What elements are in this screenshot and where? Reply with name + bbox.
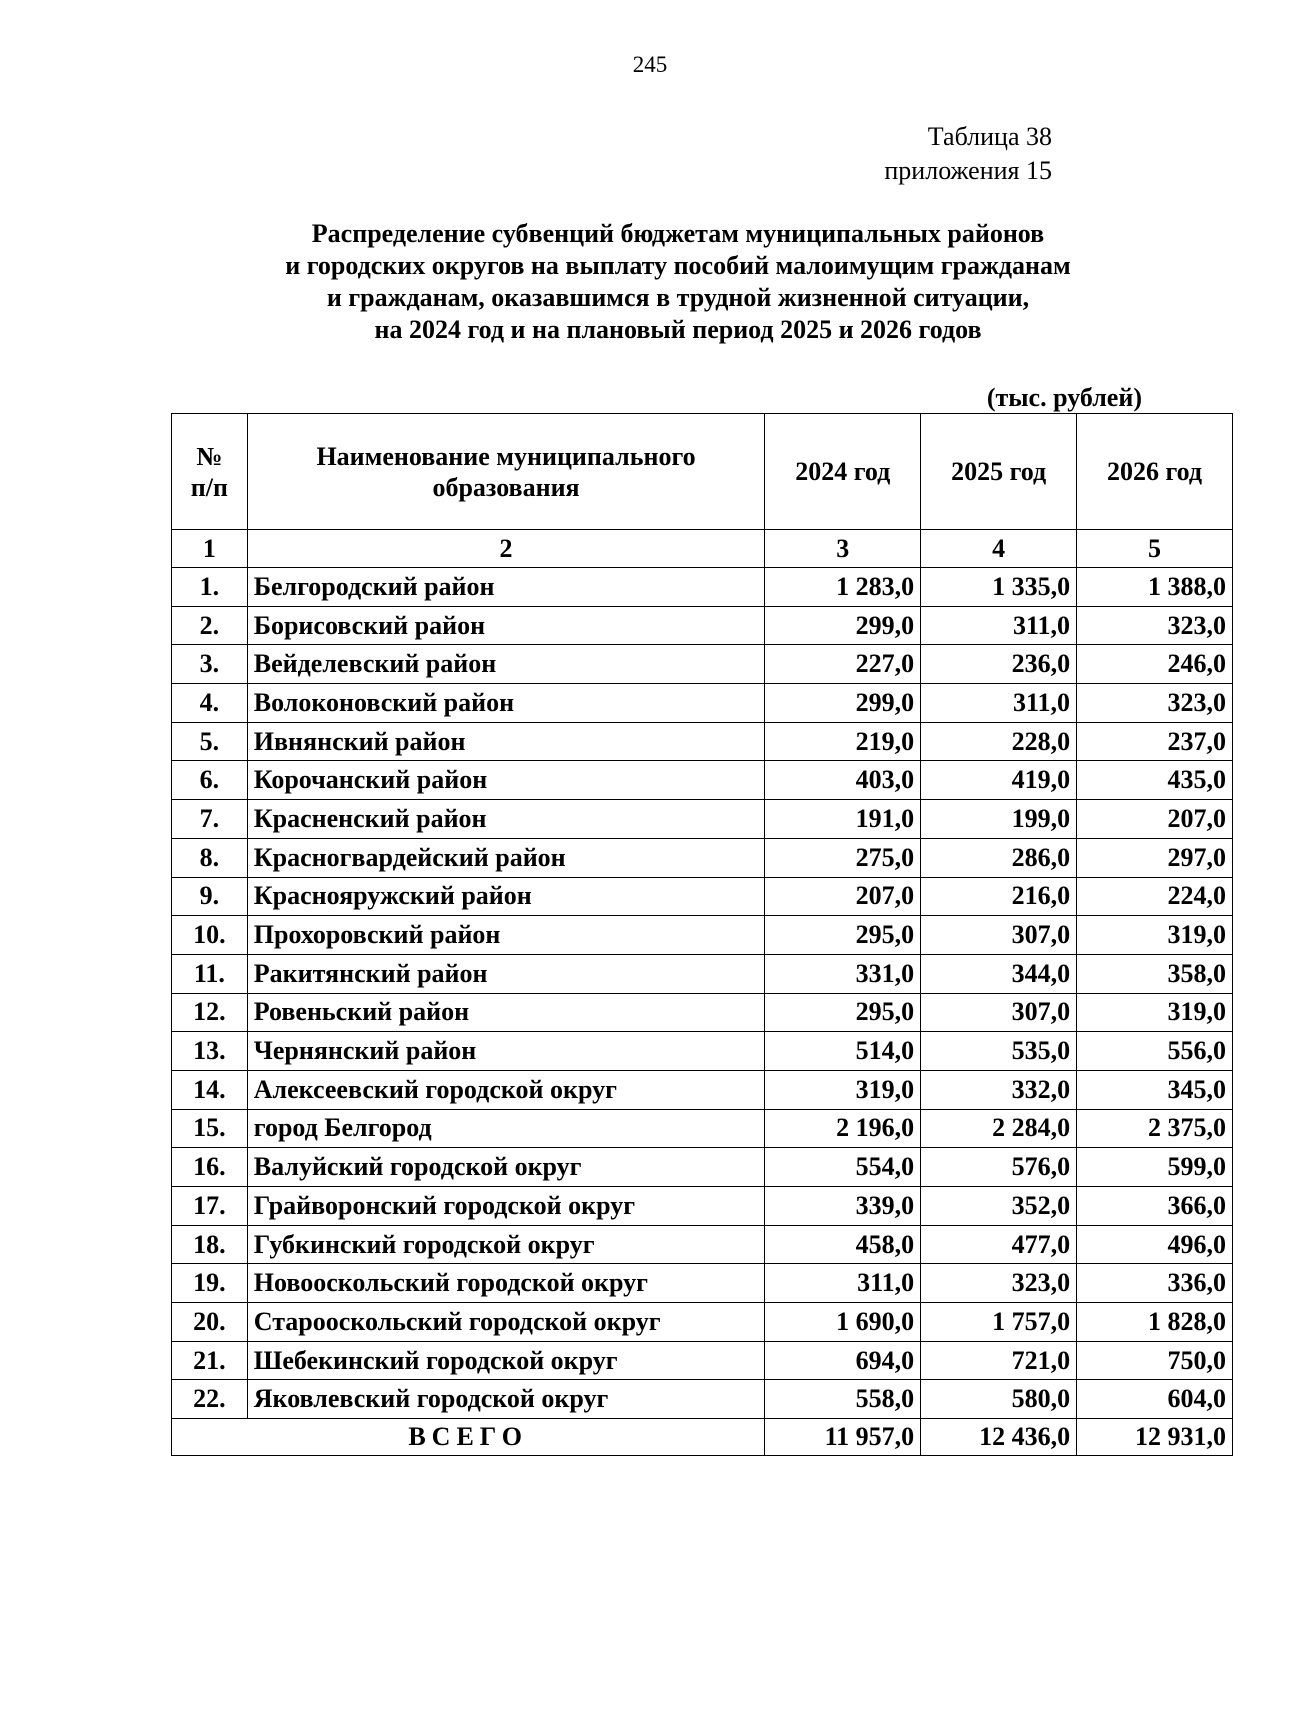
municipality-name: Белгородский район bbox=[247, 568, 765, 607]
value-2024: 311,0 bbox=[765, 1264, 921, 1303]
value-2025: 580,0 bbox=[921, 1380, 1077, 1419]
row-number: 13. bbox=[172, 1032, 248, 1071]
table-row bbox=[172, 1380, 1233, 1419]
value-2025: 311,0 bbox=[921, 684, 1077, 723]
row-number: 1. bbox=[172, 568, 248, 607]
row-number: 19. bbox=[172, 1264, 248, 1303]
value-2026: 323,0 bbox=[1077, 606, 1233, 645]
row-number: 22. bbox=[172, 1380, 248, 1419]
municipality-name: Новооскольский городской округ bbox=[247, 1264, 765, 1303]
row-number: 8. bbox=[172, 838, 248, 877]
municipality-name: Корочанский район bbox=[247, 761, 765, 800]
municipality-name: Яковлевский городской округ bbox=[247, 1380, 765, 1419]
header-number bbox=[172, 414, 248, 530]
header-number-abbr: п/п bbox=[190, 472, 228, 502]
value-2025: 2 284,0 bbox=[921, 1109, 1077, 1148]
column-number: 5 bbox=[1077, 530, 1233, 568]
municipality-name: Старооскольский городской округ bbox=[247, 1303, 765, 1342]
value-2025: 332,0 bbox=[921, 1070, 1077, 1109]
document-title bbox=[168, 218, 1188, 346]
table-row bbox=[172, 954, 1233, 993]
value-2026: 556,0 bbox=[1077, 1032, 1233, 1071]
municipality-name: Краснояружский район bbox=[247, 877, 765, 916]
municipality-name: Красненский район bbox=[247, 800, 765, 839]
municipality-name: Шебекинский городской округ bbox=[247, 1341, 765, 1380]
table-reference-line: приложения 15 bbox=[884, 156, 1052, 185]
table-row bbox=[172, 1264, 1233, 1303]
total-row bbox=[172, 1419, 1233, 1456]
value-2025: 286,0 bbox=[921, 838, 1077, 877]
table-row bbox=[172, 1148, 1233, 1187]
value-2026: 237,0 bbox=[1077, 722, 1233, 761]
value-2024: 514,0 bbox=[765, 1032, 921, 1071]
table-row bbox=[172, 1303, 1233, 1342]
page-number: 245 bbox=[632, 52, 668, 77]
municipality-name: Прохоровский район bbox=[247, 916, 765, 955]
value-2025: 216,0 bbox=[921, 877, 1077, 916]
value-2025: 228,0 bbox=[921, 722, 1077, 761]
municipality-name: город Белгород bbox=[247, 1109, 765, 1148]
municipality-name: Ровеньский район bbox=[247, 993, 765, 1032]
municipality-name: Красногвардейский район bbox=[247, 838, 765, 877]
table-row bbox=[172, 1109, 1233, 1148]
column-number: 1 bbox=[172, 530, 248, 568]
total-2024: 11 957,0 bbox=[765, 1419, 921, 1456]
value-2024: 295,0 bbox=[765, 993, 921, 1032]
municipality-name: Алексеевский городской округ bbox=[247, 1070, 765, 1109]
value-2024: 219,0 bbox=[765, 722, 921, 761]
value-2024: 339,0 bbox=[765, 1187, 921, 1226]
table-row bbox=[172, 606, 1233, 645]
value-2024: 319,0 bbox=[765, 1070, 921, 1109]
value-2024: 207,0 bbox=[765, 877, 921, 916]
value-2025: 1 757,0 bbox=[921, 1303, 1077, 1342]
table-row bbox=[172, 877, 1233, 916]
value-2025: 721,0 bbox=[921, 1341, 1077, 1380]
value-2025: 576,0 bbox=[921, 1148, 1077, 1187]
value-2024: 2 196,0 bbox=[765, 1109, 921, 1148]
table-row bbox=[172, 993, 1233, 1032]
row-number: 5. bbox=[172, 722, 248, 761]
total-2026: 12 931,0 bbox=[1077, 1419, 1233, 1456]
value-2024: 458,0 bbox=[765, 1225, 921, 1264]
value-2025: 236,0 bbox=[921, 645, 1077, 684]
row-number: 16. bbox=[172, 1148, 248, 1187]
table-row bbox=[172, 800, 1233, 839]
value-2026: 319,0 bbox=[1077, 993, 1233, 1032]
units-label: (тыс. рублей) bbox=[986, 383, 1142, 412]
value-2026: 207,0 bbox=[1077, 800, 1233, 839]
municipality-name: Ивнянский район bbox=[247, 722, 765, 761]
value-2024: 275,0 bbox=[765, 838, 921, 877]
value-2024: 227,0 bbox=[765, 645, 921, 684]
municipality-name: Губкинский городской округ bbox=[247, 1225, 765, 1264]
value-2025: 311,0 bbox=[921, 606, 1077, 645]
value-2026: 366,0 bbox=[1077, 1187, 1233, 1226]
row-number: 14. bbox=[172, 1070, 248, 1109]
municipality-name: Валуйский городской округ bbox=[247, 1148, 765, 1187]
value-2024: 1 690,0 bbox=[765, 1303, 921, 1342]
row-number: 4. bbox=[172, 684, 248, 723]
value-2025: 307,0 bbox=[921, 916, 1077, 955]
header-2024: 2024 год bbox=[765, 414, 921, 530]
row-number: 6. bbox=[172, 761, 248, 800]
value-2026: 435,0 bbox=[1077, 761, 1233, 800]
row-number: 18. bbox=[172, 1225, 248, 1264]
row-number: 11. bbox=[172, 954, 248, 993]
title-line: и городских округов на выплату пособий малоимущим гражданам bbox=[285, 251, 1071, 280]
table-row bbox=[172, 722, 1233, 761]
row-number: 10. bbox=[172, 916, 248, 955]
table-row bbox=[172, 568, 1233, 607]
table-reference-line: Таблица 38 bbox=[927, 122, 1052, 151]
header-2025: 2025 год bbox=[921, 414, 1077, 530]
value-2024: 331,0 bbox=[765, 954, 921, 993]
municipality-name: Грайворонский городской округ bbox=[247, 1187, 765, 1226]
municipality-name: Борисовский район bbox=[247, 606, 765, 645]
subvention-table bbox=[171, 413, 1233, 1456]
total-label: ВСЕГО bbox=[172, 1419, 765, 1456]
table-row bbox=[172, 761, 1233, 800]
value-2026: 1 388,0 bbox=[1077, 568, 1233, 607]
municipality-name: Чернянский район bbox=[247, 1032, 765, 1071]
header-row bbox=[172, 414, 1233, 530]
value-2024: 299,0 bbox=[765, 684, 921, 723]
value-2025: 344,0 bbox=[921, 954, 1077, 993]
value-2025: 323,0 bbox=[921, 1264, 1077, 1303]
value-2024: 403,0 bbox=[765, 761, 921, 800]
table-row bbox=[172, 916, 1233, 955]
header-number-symbol: № bbox=[196, 441, 223, 471]
header-2026: 2026 год bbox=[1077, 414, 1233, 530]
value-2026: 599,0 bbox=[1077, 1148, 1233, 1187]
column-number: 2 bbox=[247, 530, 765, 568]
value-2024: 554,0 bbox=[765, 1148, 921, 1187]
column-number: 3 bbox=[765, 530, 921, 568]
header-name-line: Наименование муниципального bbox=[316, 441, 696, 471]
value-2025: 199,0 bbox=[921, 800, 1077, 839]
row-number: 15. bbox=[172, 1109, 248, 1148]
row-number: 20. bbox=[172, 1303, 248, 1342]
table-row bbox=[172, 1341, 1233, 1380]
value-2025: 535,0 bbox=[921, 1032, 1077, 1071]
value-2024: 299,0 bbox=[765, 606, 921, 645]
value-2025: 477,0 bbox=[921, 1225, 1077, 1264]
value-2025: 307,0 bbox=[921, 993, 1077, 1032]
value-2024: 295,0 bbox=[765, 916, 921, 955]
value-2025: 352,0 bbox=[921, 1187, 1077, 1226]
value-2024: 1 283,0 bbox=[765, 568, 921, 607]
row-number: 9. bbox=[172, 877, 248, 916]
row-number: 12. bbox=[172, 993, 248, 1032]
value-2026: 1 828,0 bbox=[1077, 1303, 1233, 1342]
value-2026: 2 375,0 bbox=[1077, 1109, 1233, 1148]
total-2025: 12 436,0 bbox=[921, 1419, 1077, 1456]
table-row bbox=[172, 684, 1233, 723]
value-2026: 604,0 bbox=[1077, 1380, 1233, 1419]
value-2025: 419,0 bbox=[921, 761, 1077, 800]
title-line: и гражданам, оказавшимся в трудной жизненной ситуации, bbox=[326, 283, 1030, 312]
value-2026: 750,0 bbox=[1077, 1341, 1233, 1380]
value-2026: 319,0 bbox=[1077, 916, 1233, 955]
value-2024: 558,0 bbox=[765, 1380, 921, 1419]
value-2026: 345,0 bbox=[1077, 1070, 1233, 1109]
municipality-name: Вейделевский район bbox=[247, 645, 765, 684]
table-row bbox=[172, 1187, 1233, 1226]
table-row bbox=[172, 1070, 1233, 1109]
row-number: 2. bbox=[172, 606, 248, 645]
row-number: 17. bbox=[172, 1187, 248, 1226]
table-row bbox=[172, 645, 1233, 684]
value-2024: 191,0 bbox=[765, 800, 921, 839]
value-2026: 496,0 bbox=[1077, 1225, 1233, 1264]
value-2026: 246,0 bbox=[1077, 645, 1233, 684]
title-line: Распределение субвенций бюджетам муниципальных районов bbox=[311, 219, 1045, 248]
value-2026: 336,0 bbox=[1077, 1264, 1233, 1303]
municipality-name: Ракитянский район bbox=[247, 954, 765, 993]
row-number: 21. bbox=[172, 1341, 248, 1380]
column-number-row bbox=[172, 530, 1233, 568]
table-row bbox=[172, 1032, 1233, 1071]
municipality-name: Волоконовский район bbox=[247, 684, 765, 723]
value-2026: 323,0 bbox=[1077, 684, 1233, 723]
value-2026: 297,0 bbox=[1077, 838, 1233, 877]
value-2024: 694,0 bbox=[765, 1341, 921, 1380]
table-row bbox=[172, 838, 1233, 877]
table-reference bbox=[884, 120, 1052, 188]
title-line: на 2024 год и на плановый период 2025 и 2026 годов bbox=[374, 315, 982, 344]
header-name-line: образования bbox=[432, 472, 580, 502]
value-2025: 1 335,0 bbox=[921, 568, 1077, 607]
value-2026: 358,0 bbox=[1077, 954, 1233, 993]
column-number: 4 bbox=[921, 530, 1077, 568]
row-number: 3. bbox=[172, 645, 248, 684]
row-number: 7. bbox=[172, 800, 248, 839]
header-name bbox=[247, 414, 765, 530]
table-row bbox=[172, 1225, 1233, 1264]
value-2026: 224,0 bbox=[1077, 877, 1233, 916]
